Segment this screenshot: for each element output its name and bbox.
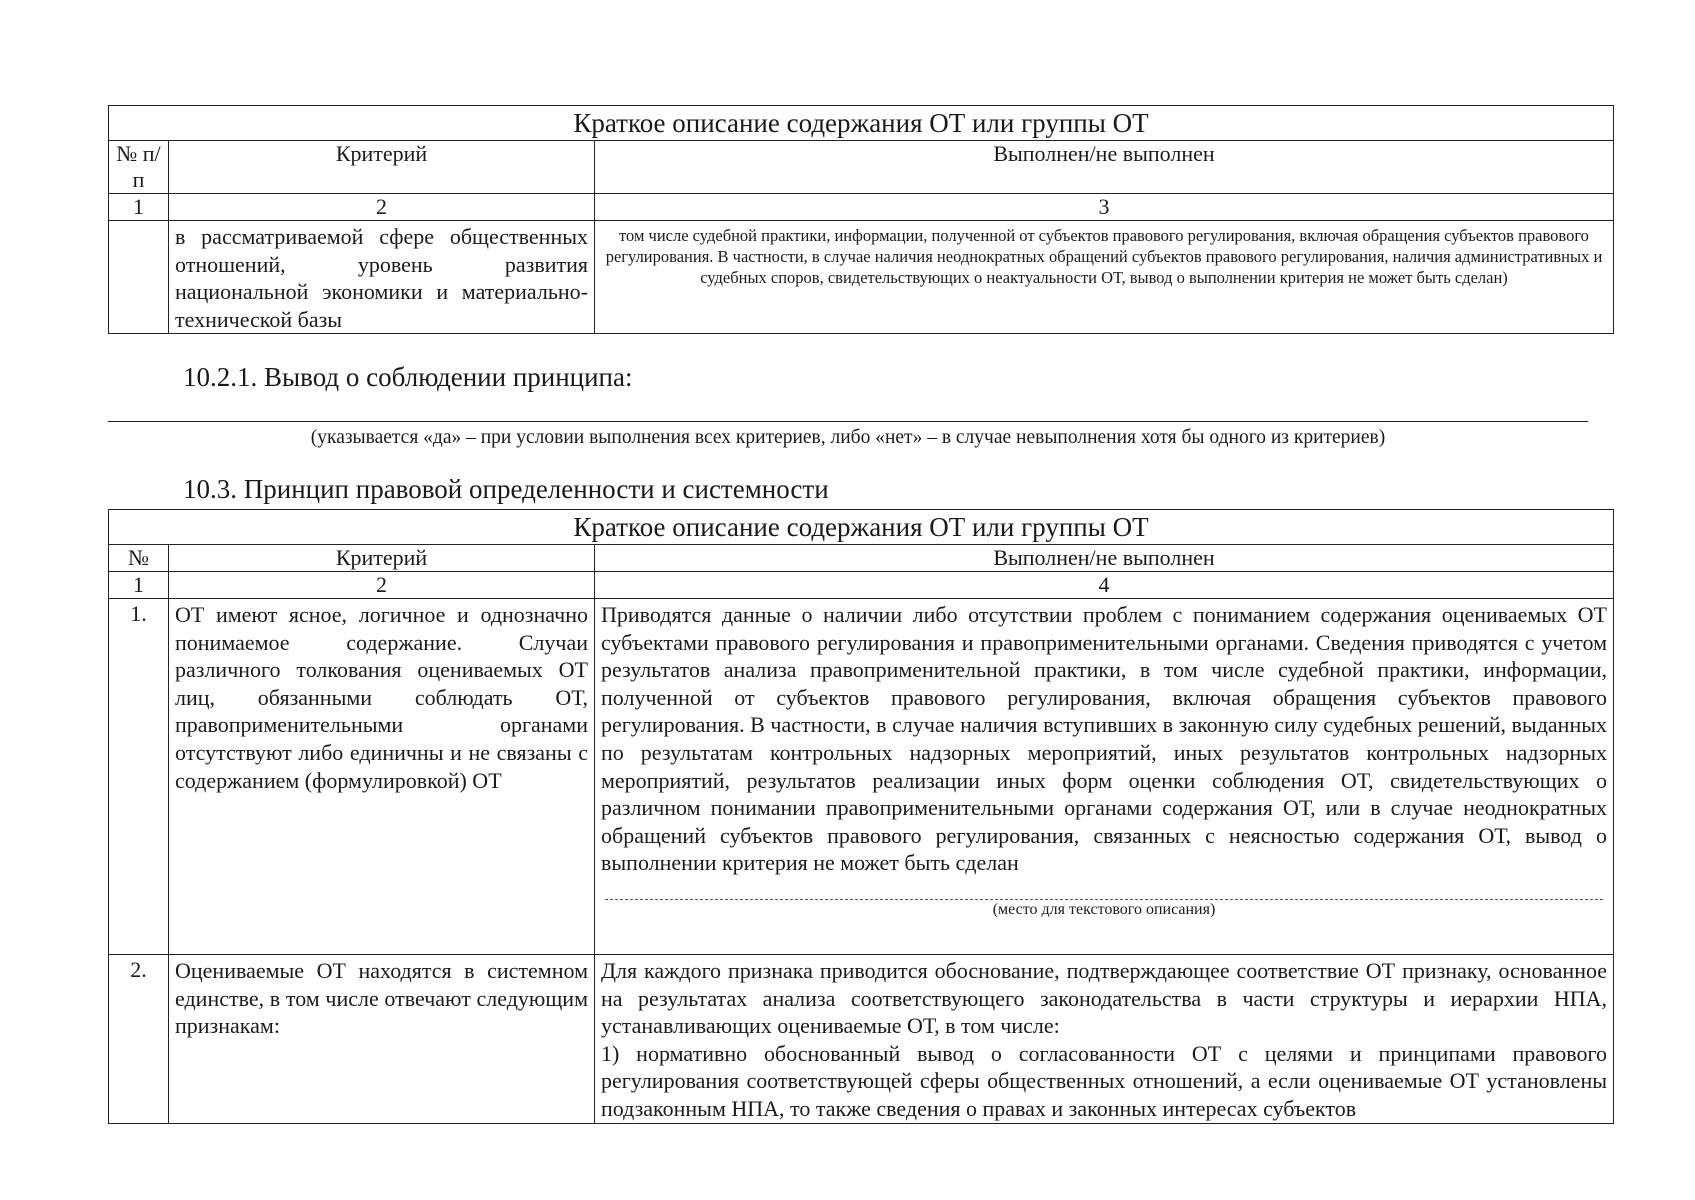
row-status-item: 1) нормативно обоснованный вывод о согласованности ОТ с целями и принципами правового регулирования соответствующей сферы общественных отношений, а если оцениваемые ОТ установлены подзаконным НПА, то также сведения о правах и законных интересах субъектов bbox=[601, 1040, 1607, 1121]
table-row bbox=[109, 955, 1614, 1124]
header-criterion: Критерий bbox=[169, 545, 595, 572]
table-header-row bbox=[109, 545, 1614, 572]
header-num: № bbox=[109, 545, 169, 572]
text-description-placeholder: (место для текстового описания) bbox=[992, 900, 1216, 918]
row-status-intro: Для каждого признака приводится обоснование, подтверждающее соответствие ОТ признаку, основанное на результатах анализа соответствующего законодательства в части структуры и иерархии НПА, устанавливающих оцениваемые ОТ, в том числе: bbox=[601, 958, 1607, 1039]
table-title-row bbox=[109, 106, 1614, 141]
header-num: № п/п bbox=[109, 141, 169, 194]
column-number-row bbox=[109, 194, 1614, 221]
section-heading-10-2-1: 10.2.1. Вывод о соблюдении принципа: bbox=[183, 362, 633, 392]
col-number-2: 2 bbox=[169, 572, 595, 599]
table-header-row bbox=[109, 141, 1614, 194]
col-number-3: 4 bbox=[595, 572, 1614, 599]
section-heading-10-3: 10.3. Принцип правовой определенности и системности bbox=[183, 474, 829, 504]
table-row bbox=[109, 221, 1614, 334]
row-criterion: ОТ имеют ясное, логичное и однозначно понимаемое содержание. Случаи различного толкования оцениваемых ОТ лиц, обязанными соблюдать ОТ, правоприменительными органами отсутствуют либо единичны и не связаны с содержанием (формулировкой) ОТ bbox=[169, 599, 595, 955]
row-status-cell bbox=[595, 599, 1614, 955]
criteria-table-1 bbox=[108, 105, 1614, 334]
row-num bbox=[109, 221, 169, 334]
col-number-2: 2 bbox=[169, 194, 595, 221]
col-number-1: 1 bbox=[109, 194, 169, 221]
row-num: 2. bbox=[109, 955, 169, 1124]
row-criterion: в рассматриваемой сфере общественных отношений, уровень развития национальной экономики и материально-технической базы bbox=[169, 221, 595, 334]
table-title: Краткое описание содержания ОТ или группы ОТ bbox=[109, 106, 1614, 141]
header-status: Выполнен/не выполнен bbox=[595, 545, 1614, 572]
answer-instruction-note: (указывается «да» – при условии выполнения всех критериев, либо «нет» – в случае невыполнения хотя бы одного из критериев) bbox=[310, 427, 1386, 448]
criteria-table-2 bbox=[108, 509, 1614, 1124]
header-criterion: Критерий bbox=[169, 141, 595, 194]
answer-line bbox=[108, 421, 1588, 422]
header-status: Выполнен/не выполнен bbox=[595, 141, 1614, 194]
col-number-3: 3 bbox=[595, 194, 1614, 221]
table-title: Краткое описание содержания ОТ или группы ОТ bbox=[109, 510, 1614, 545]
column-number-row bbox=[109, 572, 1614, 599]
row-status-cell bbox=[595, 955, 1614, 1124]
table-row bbox=[109, 599, 1614, 955]
col-number-1: 1 bbox=[109, 572, 169, 599]
table-title-row bbox=[109, 510, 1614, 545]
row-status: том числе судебной практики, информации, полученной от субъектов правового регулирования, включая обращения субъектов правового регулирования. В частности, в случае наличия неоднократных обращений субъектов правового регулирования, наличия административных и судебных споров, свидетельствующих о неактуальности ОТ, вывод о выполнении критерия не может быть сделан) bbox=[595, 221, 1614, 334]
row-num: 1. bbox=[109, 599, 169, 955]
row-status: Приводятся данные о наличии либо отсутствии проблем с пониманием содержания оцениваемых ОТ субъектами правового регулирования и правоприменительными органами. Сведения приводятся с учетом результатов анализа правоприменительной практики, в том числе судебной практики, информации, полученной от субъектов правового регулирования, включая обращения субъектов правового регулирования. В частности, в случае наличия вступивших в законную силу судебных решений, выданных по результатам контрольных надзорных мероприятий, иных результатов контрольных надзорных мероприятий, результатов реализации иных форм оценки соблюдения ОТ, свидетельствующих о различном понимании правоприменительными органами содержания ОТ, или в случае неоднократных обращений субъектов правового регулирования, связанных с неясностью содержания ОТ, вывод о выполнении критерия не может быть сделан bbox=[601, 602, 1607, 876]
row-criterion: Оцениваемые ОТ находятся в системном единстве, в том числе отвечают следующим признакам: bbox=[169, 955, 595, 1124]
